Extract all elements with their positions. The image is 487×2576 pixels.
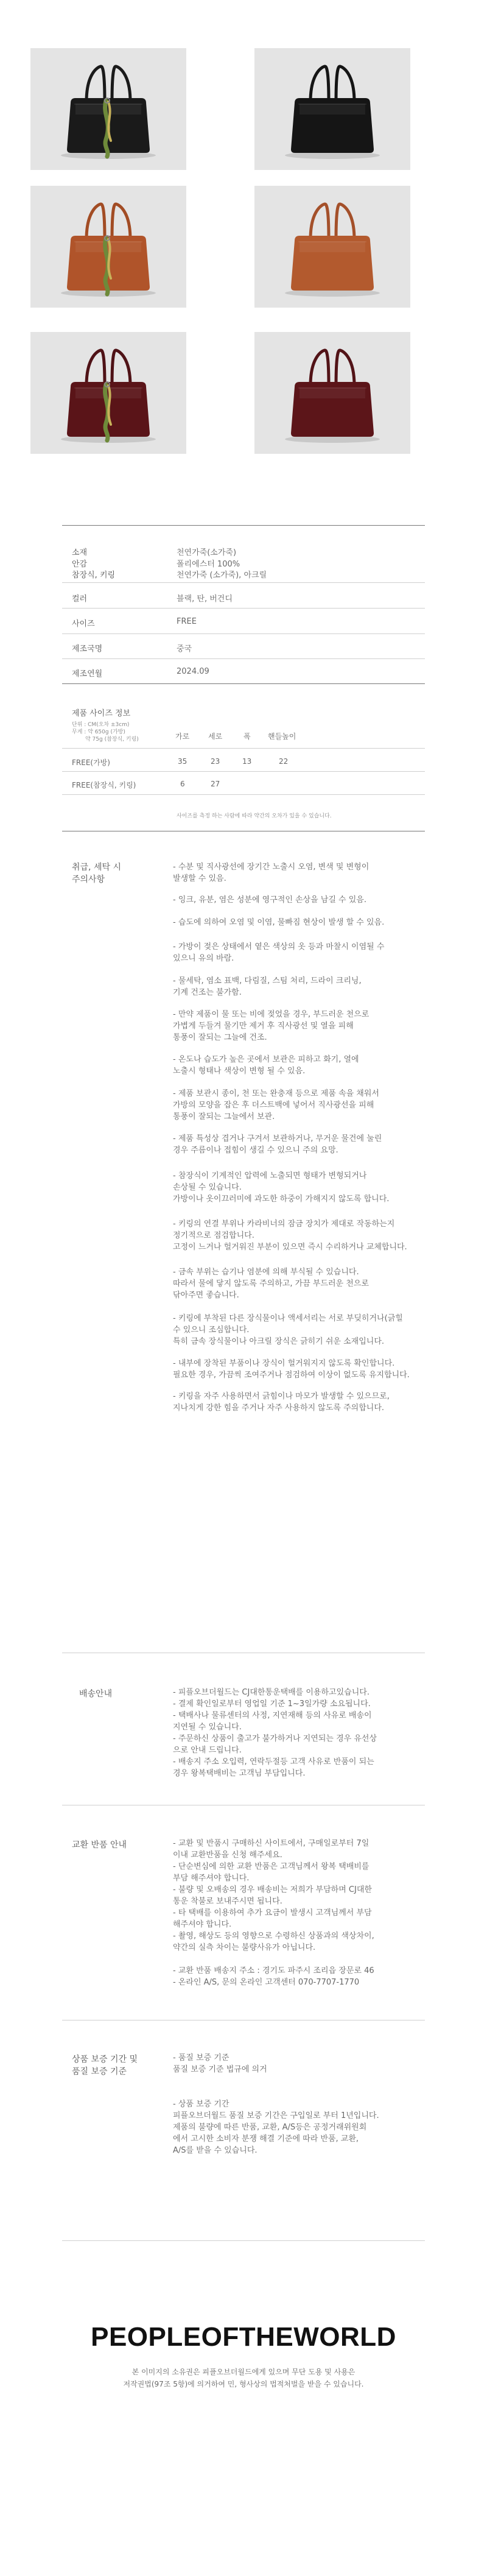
product-photo (254, 332, 410, 454)
care-note: - 금속 부위는 습기나 염분에 의해 부식될 수 있습니다. 따라서 물에 닿지 않도록 주의하고, 가끔 부드러운 천으로 닦아주면 좋습니다. (173, 1268, 369, 1300)
bag-image (30, 48, 186, 170)
product-photo (30, 48, 186, 170)
bag-handle-left (310, 66, 329, 102)
care-note: - 키링에 부착된 다른 장식물이나 액세서리는 서로 부딪히거나(긁힐 수 있으니 조심합니다. 특히 금속 장식물이나 아크릴 장식은 긁히기 쉬운 소재입니다. (173, 1314, 403, 1346)
spec-value-material: 천연가죽(소가죽) (177, 548, 237, 557)
care-label: 취급, 세탁 시 주의사항 (72, 863, 121, 884)
divider (62, 771, 425, 772)
size-cell: 6 (180, 780, 185, 788)
size-header: 가로 (175, 732, 190, 741)
size-cell: 22 (279, 757, 289, 766)
care-note: - 습도에 의하여 오염 및 이염, 물빠짐 현상이 발생 할 수 있음. (173, 918, 385, 927)
brand-logo: PEOPLEOFTHEWORLD (91, 2322, 396, 2352)
bag-image (254, 332, 410, 454)
size-header: 폭 (244, 732, 251, 741)
size-header: 핸들높이 (268, 732, 296, 741)
size-unit-note: 단위 : CM(오차 ±3cm) (72, 722, 130, 728)
size-header: 세로 (208, 732, 223, 741)
bag-image (30, 186, 186, 308)
spec-label-date: 제조연월 (72, 669, 103, 679)
spec-label-lining: 안감 (72, 560, 88, 569)
warranty-text: - 품질 보증 기준 품질 보증 기준 법규에 의거 - 상품 보증 기간 피플오브더월드 품질 보증 기간은 구입일로 부터 1년입니다. 제품의 불량에 따른 반품, 교환, A/S등은 공정거래위원회 에서 고시한 소비자 분쟁 해결 기준에 따라 반품, 교환, A/S를 받을 수 있습니다. (173, 2053, 379, 2155)
size-weight-note: 무게 : 약 650g (가방) (72, 729, 125, 735)
care-note: - 수분 및 직사광선에 장기간 노출시 오염, 변색 및 변형이 발생할 수 있음. (173, 863, 370, 883)
spec-label-origin: 제조국명 (72, 644, 103, 654)
bag-handle-right (112, 350, 130, 386)
size-row-name: FREE(가방) (72, 758, 110, 767)
care-note: - 키링의 연결 부위나 카라비너의 잠금 장치가 제대로 작동하는지 정기적으로 점검합니다. 고정이 느거나 헐거워진 부분이 있으면 즉시 수리하거나 교체합니다. (173, 1219, 407, 1252)
divider (62, 658, 425, 659)
spec-label-charm: 참장식, 키링 (72, 571, 116, 580)
product-photo (30, 332, 186, 454)
size-footnote: 사이즈를 측정 하는 사람에 따라 약간의 오차가 있을 수 있습니다. (177, 813, 332, 819)
bag-handle-right (112, 204, 130, 239)
care-note: - 물세탁, 염소 표백, 다림질, 스팀 처리, 드라이 크리닝, 기계 건조는 불가함. (173, 976, 362, 997)
spec-label-color: 컬러 (72, 595, 88, 604)
warranty-label: 상품 보증 기간 및 품질 보증 기준 (72, 2055, 138, 2077)
size-row-name: FREE(참장식, 키링) (72, 781, 136, 789)
care-note: - 잉크, 유분, 염은 성분에 영구적인 손상을 남길 수 있음. (173, 895, 366, 905)
shipping-text: - 피플오브더월드는 CJ대한통운택배를 이용하고있습니다. - 결제 확인일로부터 영업일 기준 1~3일가량 소요됩니다. - 택배사나 물류센터의 사정, 지연재해 등의 사유로 배송이 지연될 수 있습니다. - 주문하신 상품이 출고가 불가하거나 지연되는 경우 유선상 으로 안내 드립니다. - 배송지 주소 오입력, 연락두절등 고객 사유로 반품이 되는 경우 왕복택배비는 고객님 부담입니다. (173, 1688, 377, 1778)
bag-handle-left (86, 204, 105, 239)
bag-handle-right (336, 350, 354, 386)
returns-label: 교환 반품 안내 (72, 1840, 127, 1850)
bag-handle-right (112, 66, 130, 102)
size-cell: 35 (178, 757, 187, 766)
bag-handle-right (336, 204, 354, 239)
shipping-label: 배송안내 (79, 1689, 113, 1699)
spec-label-size: 사이즈 (72, 619, 95, 629)
bag-handle-left (310, 204, 329, 239)
size-cell: 23 (211, 757, 220, 766)
product-photo (254, 186, 410, 308)
divider (62, 608, 425, 609)
divider (62, 2240, 425, 2241)
product-photo (30, 186, 186, 308)
bag-handle-left (86, 350, 105, 386)
bag-image (254, 186, 410, 308)
size-weight-note: 약 75g (참장식, 키링) (85, 736, 139, 743)
care-note: - 만약 제품이 물 또는 비에 젖었을 경우, 부드러운 천으로 가볍게 두들겨 물기만 제거 후 직사광선 및 열을 피해 통풍이 잘되는 그늘에 건조. (173, 1010, 370, 1042)
divider (62, 748, 425, 749)
spec-value-size: FREE (177, 617, 197, 626)
spec-value-date: 2024.09 (177, 667, 209, 676)
care-note: - 온도나 습도가 높은 곳에서 보관은 피하고 화기, 열에 노출시 형태나 색상이 변형 될 수 있음. (173, 1055, 359, 1076)
spec-value-lining: 폴리에스터 100% (177, 560, 240, 569)
divider (62, 525, 425, 526)
bag-handle-left (86, 66, 105, 102)
spec-value-charm: 천연가죽 (소가죽), 아크릴 (177, 571, 267, 580)
care-note: - 키링을 자주 사용하면서 긁힘이나 마모가 발생할 수 있으므로, 지나치게 강한 힘을 주거나 자주 사용하지 않도록 주의합니다. (173, 1392, 390, 1413)
size-cell: 27 (211, 780, 220, 788)
bag-handle-right (336, 66, 354, 102)
returns-text: - 교환 및 반품시 구매하신 사이트에서, 구매일로부터 7일 이내 교환반품을 신청 해주세요. - 단순변심에 의한 교환 반품은 고객님께서 왕복 택배비를 부담 해주셔야 합니다. - 불량 및 오배송의 경우 배송비는 저희가 부담하며 CJ대한 통운 착불로 보내주시면 됩니다. - 타 택배를 이용하여 추가 요금이 발생시 고객님께서 부담 해주셔야 합니다. - 촬영, 해상도 등의 영향으로 수령하신 상품과의 색상차이, 약간의 실측 차이는 불량사유가 아닙니다. - 교환 반품 배송지 주소 : 경기도 파주시 조리읍 장문로 46 - 온라인 A/S, 문의 온라인 고객센터 070-7707-1770 (173, 1839, 374, 1987)
spec-value-color: 블랙, 탄, 버건디 (177, 595, 233, 604)
spec-value-origin: 중국 (177, 644, 192, 654)
size-cell: 13 (242, 757, 252, 766)
divider (62, 582, 425, 583)
bag-image (254, 48, 410, 170)
spec-label-material: 소재 (72, 548, 88, 557)
care-note: - 제품 보관시 종이, 천 또는 완충재 등으로 제품 속을 채워서 가방의 모양을 잡은 후 더스트백에 넣어서 직사광선을 피해 통풍이 잘되는 그늘에서 보관. (173, 1089, 379, 1121)
care-note: - 참장식이 기계적인 압력에 노출되면 형태가 변형되거나 손상될 수 있습니다. 가방이나 옷이끄러미에 과도한 하중이 가해지지 않도록 합니다. (173, 1171, 390, 1204)
bag-handle-left (310, 350, 329, 386)
copyright-notice: 본 이미지의 소유권은 피플오브더월드에게 있으며 무단 도용 및 사용은 저작권법(97조 5항)에 의거하여 민, 형사상의 법적처벌을 받을 수 있습니다. (123, 2368, 364, 2388)
care-note: - 내부에 장착된 부품이나 장식이 헐거워지지 않도록 확인합니다. 필요한 경우, 가끔씩 조여주거나 점검하여 이상이 없도록 유지합니다. (173, 1359, 410, 1380)
care-note: - 가방이 젖은 상태에서 옅은 색상의 옷 등과 마찰시 이염될 수 있으니 유의 바람. (173, 942, 385, 963)
bag-image (30, 332, 186, 454)
product-photo (254, 48, 410, 170)
divider (62, 683, 425, 684)
divider (62, 633, 425, 634)
size-table-title: 제품 사이즈 정보 (72, 709, 131, 718)
divider (62, 794, 425, 795)
care-note: - 제품 특성상 겹거나 구겨서 보관하거나, 무거운 물건에 눌린 경우 주름이나 접힘이 생길 수 있으니 주의 요망. (173, 1134, 382, 1155)
